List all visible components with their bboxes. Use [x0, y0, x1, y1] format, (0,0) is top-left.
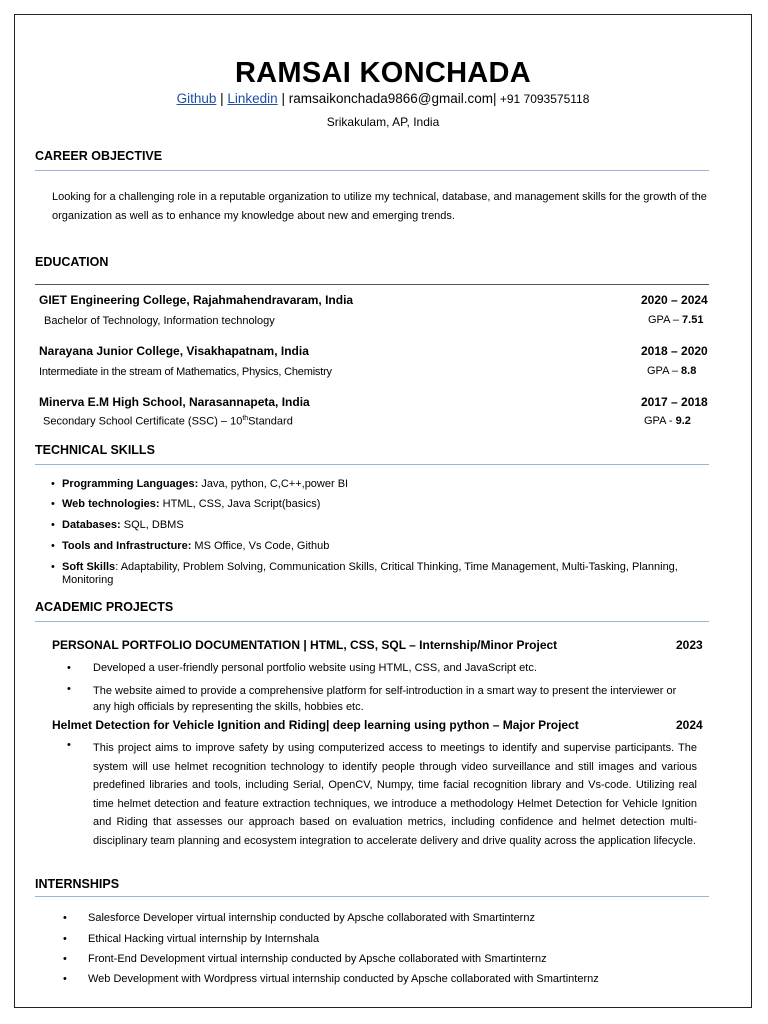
- section-divider: [35, 464, 709, 465]
- section-divider: [35, 896, 709, 897]
- career-objective-text: Looking for a challenging role in a reputable organization to utilize my technical, database, and management skills for the growth of the organization as well as to enhance my knowledge about new and emerging trends.: [52, 191, 707, 222]
- contact-line: [15, 91, 751, 106]
- section-title-internships: INTERNSHIPS: [35, 877, 120, 891]
- location: Srikakulam, AP, India: [326, 115, 440, 129]
- section-divider: [35, 621, 709, 622]
- skill-item: • Web technologies: HTML, CSS, Java Script(basics): [51, 498, 320, 510]
- education-years: 2020 – 2024: [641, 293, 708, 307]
- skill-item: • Programming Languages: Java, python, C,C++,power BI: [51, 478, 348, 490]
- section-divider: [35, 284, 709, 285]
- education-years: 2017 – 2018: [641, 395, 708, 409]
- skill-item: • Soft Skills: Adaptability, Problem Solving, Communication Skills, Critical Thinking, Time Management, Multi-Tasking, Planning, Monitoring: [51, 561, 717, 587]
- contact-email: | ramsaikonchada9866@gmail.com|: [277, 91, 497, 106]
- education-gpa: GPA - 9.2: [644, 415, 691, 427]
- project-title: PERSONAL PORTFOLIO DOCUMENTATION | HTML, CSS, SQL – Internship/Minor Project: [52, 638, 558, 652]
- candidate-name: RAMSAI KONCHADA: [234, 57, 532, 89]
- section-divider: [35, 170, 709, 171]
- education-school: GIET Engineering College, Rajahmahendravaram, India: [39, 293, 354, 307]
- education-school: Minerva E.M High School, Narasannapeta, India: [39, 395, 310, 409]
- section-title-projects: ACADEMIC PROJECTS: [35, 600, 174, 614]
- education-years: 2018 – 2020: [641, 344, 708, 358]
- section-title-education: EDUCATION: [35, 255, 109, 269]
- github-link[interactable]: Github: [176, 91, 217, 106]
- education-school: Narayana Junior College, Visakhapatnam, India: [39, 344, 309, 358]
- skill-item: • Tools and Infrastructure: MS Office, Vs Code, Github: [51, 540, 329, 552]
- education-degree: Secondary School Certificate (SSC) – 10thStandard: [43, 415, 293, 428]
- section-title-career: CAREER OBJECTIVE: [35, 149, 163, 163]
- section-title-skills: TECHNICAL SKILLS: [35, 443, 155, 457]
- contact-separator: |: [216, 91, 228, 106]
- contact-phone: +91 7093575118: [496, 92, 590, 106]
- project-year: 2024: [676, 718, 703, 732]
- education-degree: Intermediate in the stream of Mathematics, Physics, Chemistry: [39, 366, 332, 378]
- project-title: Helmet Detection for Vehicle Ignition and Riding| deep learning using python – Major Project: [52, 718, 579, 732]
- project-year: 2023: [676, 638, 703, 652]
- education-degree: Bachelor of Technology, Information technology: [44, 315, 275, 327]
- education-gpa: GPA – 7.51: [648, 314, 704, 326]
- skill-item: • Databases: SQL, DBMS: [51, 519, 184, 531]
- linkedin-link[interactable]: Linkedin: [227, 91, 278, 106]
- resume-page: RAMSAI KONCHADA Github | Linkedin | ramsaikonchada9866@gmail.com| +91 7093575118 Srikakulam, AP, India CAREER OBJECTIVE Looking for a challenging role in a reputable organization to utilize my technical, database, and management skills for the growth of the organization as well as to enhance my knowledge about new and emerging trends. EDUCATION GIET Engineering College, Rajahmahendravaram, India 2020 – 2024 Bachelor of Technology, Information technology GPA – 7.51 Narayana Junior College, Visakhapatnam, India 2018 – 2020 Intermediate in the stream of Mathematics, Physics, Chemistry GPA – 8.8 Minerva E.M High School, Narasannapeta, India 2017 – 2018 Secondary School Certificate (SSC) – 10thStandard GPA - 9.2 TECHNICAL SKILLS • Programming Languages: Java, python, C,C++,power BI • Web technologies: HTML, CSS, Java Script(basics) • Databases: SQL, DBMS • Tools and Infrastructure: MS Office, Vs Code, Github • Soft Skills: Adaptability, Problem Solving, Communication Skills, Critical Thinking, Time Management, Multi-Tasking, Planning, Monitoring ACADEMIC PROJECTS PERSONAL PORTFOLIO DOCUMENTATION | HTML, CSS, SQL – Internship/Minor Project 2023 • Developed a user-friendly personal portfolio website using HTML, CSS, and JavaScript etc. • The website aimed to provide a comprehensive platform for self-introduction in a smart way to present the interviewer or any high officials by representing the skills, hobbies etc. Helmet Detection for Vehicle Ignition and Riding| deep learning using python – Major Project 2024 • This project aims to improve safety by using computerized access to meetings to identify and supervise participants. The system will use helmet recognition technology to identify people through video surveillance and still images and various predefined libraries and tools, including Serial, OpenCV, Numpy, time facial recognition library and Vs-code. Utilizing real time helmet detection and feature extraction techniques, we introduce a methodology Helmet Detection for Vehicle Ignition and Riding that assesses our approach based on evaluation metrics, including confidence and helmet detection multi-disciplinary team planning and ecosystem integration to accelerate delivery and drive quality across the application lifecycle. INTERNSHIPS • Salesforce Developer virtual internship conducted by Apsche collaborated with Smartinternz • Ethical Hacking virtual internship by Internshala • Front-End Development virtual internship conducted by Apsche collaborated with Smartinternz • Web Development with Wordpress virtual internship conducted by Apsche collaborated with Smartinternz: [14, 14, 752, 1008]
- education-gpa: GPA – 8.8: [647, 365, 697, 377]
